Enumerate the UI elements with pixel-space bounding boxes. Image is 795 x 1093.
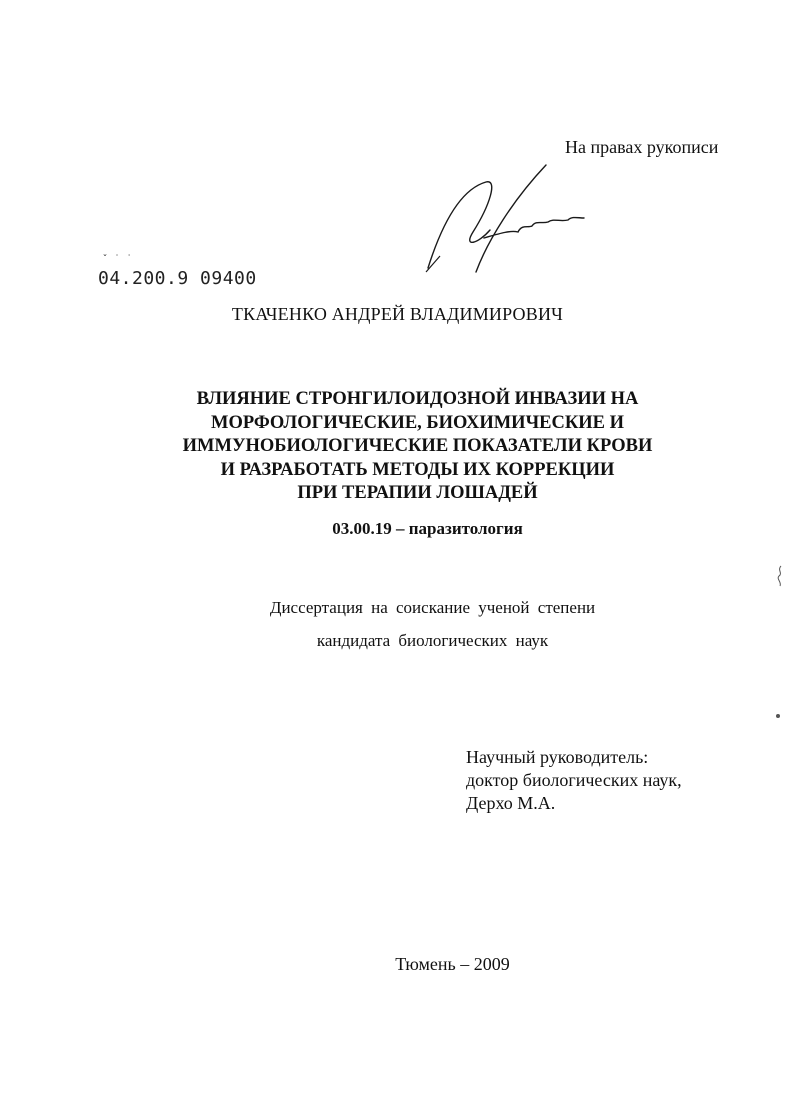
advisor-label: Научный руководитель: (466, 747, 649, 767)
scan-dot-icon (776, 714, 780, 718)
author-name: ТКАЧЕНКО АНДРЕЙ ВЛАДИМИРОВИЧ (231, 304, 564, 324)
specialty-code: 03.00.19 – паразитология (332, 519, 523, 538)
signature-icon (418, 160, 593, 280)
degree-line-2: кандидата биологических наук (316, 631, 549, 650)
code-mark: ˇ ˙ ˙ (102, 254, 133, 265)
title-line: ПРИ ТЕРАПИИ ЛОШАДЕЙ (297, 483, 538, 503)
title-line: ИММУНОБИОЛОГИЧЕСКИЕ ПОКАЗАТЕЛИ КРОВИ (182, 436, 653, 456)
rights-note: На правах рукописи (565, 137, 719, 157)
title-line: И РАЗРАБОТАТЬ МЕТОДЫ ИХ КОРРЕКЦИИ (220, 459, 615, 480)
city-year: Тюмень – 2009 (395, 954, 510, 974)
advisor-degree: доктор биологических наук, (466, 770, 682, 790)
title-line: МОРФОЛОГИЧЕСКИЕ, БИОХИМИЧЕСКИЕ И (210, 412, 625, 433)
title-line: ВЛИЯНИЕ СТРОНГИЛОИДОЗНОЙ ИНВАЗИИ НА (196, 389, 639, 409)
advisor-name: Дерхо М.А. (466, 793, 556, 813)
dissertation-title (0, 388, 795, 506)
registration-code: 04.200.9 09400 (98, 268, 257, 289)
scan-artifact-icon (775, 565, 785, 587)
degree-line-1: Диссертация на соискание ученой степени (269, 598, 596, 617)
scientific-advisor (466, 746, 682, 815)
